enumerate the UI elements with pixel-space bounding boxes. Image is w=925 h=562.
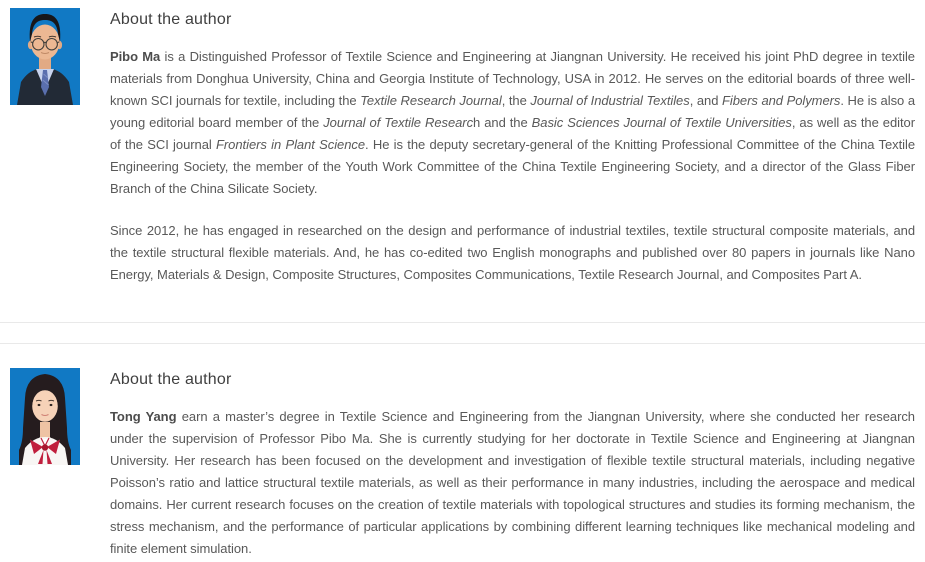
female-portrait-image xyxy=(10,368,80,465)
bio-paragraph-1: Pibo Ma is a Distinguished Professor of Textile Science and Engineering at Jiangnan University. He received his joint PhD degree in textile materials from Donghua University, China and Georgia Institute of Technology, USA in 2012. He serves on the editorial boards of three well-known SCI journals for textile, including the Textile Research Journal, the Journal of Industrial Textiles, and Fibers and Polymers. He is also a young editorial board member of the Journal of Textile Research and the Basic Sciences Journal of Textile Universities, as well as the editor of the SCI journal Frontiers in Plant Science. He is the deputy secretary-general of the Knitting Professional Committee of the China Textile Engineering Society, the member of the Youth Work Committee of the China Textile Engineering Society, and a director of the Glass Fiber Branch of the China Silicate Society. xyxy=(110,49,915,196)
bio-paragraph-2: Since 2012, he has engaged in researched on the design and performance of industrial textiles, textile structural composite materials, and the textile structural flexible materials. And, he has co-edited two English monographs and published over 80 papers in journals like Nano Energy, Materials & Design, Composite Structures, Composites Communications, Textile Research Journal, and Composites Part A. xyxy=(110,223,915,282)
author-section-tong-yang xyxy=(0,344,925,560)
male-portrait-image xyxy=(10,8,80,105)
section-heading: About the author xyxy=(110,11,232,28)
author-bio-content xyxy=(110,368,915,560)
author-photo-pibo-ma xyxy=(10,8,80,105)
bio-paragraph-1: Tong Yang earn a master’s degree in Textile Science and Engineering from the Jiangnan University, where she conducted her research under the supervision of Professor Pibo Ma. She is currently studying for her doctorate in Textile Science and Engineering at Jiangnan University. Her research has been focused on the development and investigation of flexible textile structural materials, including negative Poisson’s ratio and lattice structural textile materials, as well as their performance in many industries, including the aerospace and medical domains. Her current research focuses on the creation of textile materials with topological structures and studies its forming mechanism, the stress mechanism, and the performance of particular applications by combining different learning techniques like mechanical modeling and finite element simulation. xyxy=(110,409,915,556)
author-bio-content xyxy=(110,8,915,286)
author-photo-tong-yang xyxy=(10,368,80,465)
section-divider-top xyxy=(0,322,925,323)
section-heading: About the author xyxy=(110,371,232,388)
